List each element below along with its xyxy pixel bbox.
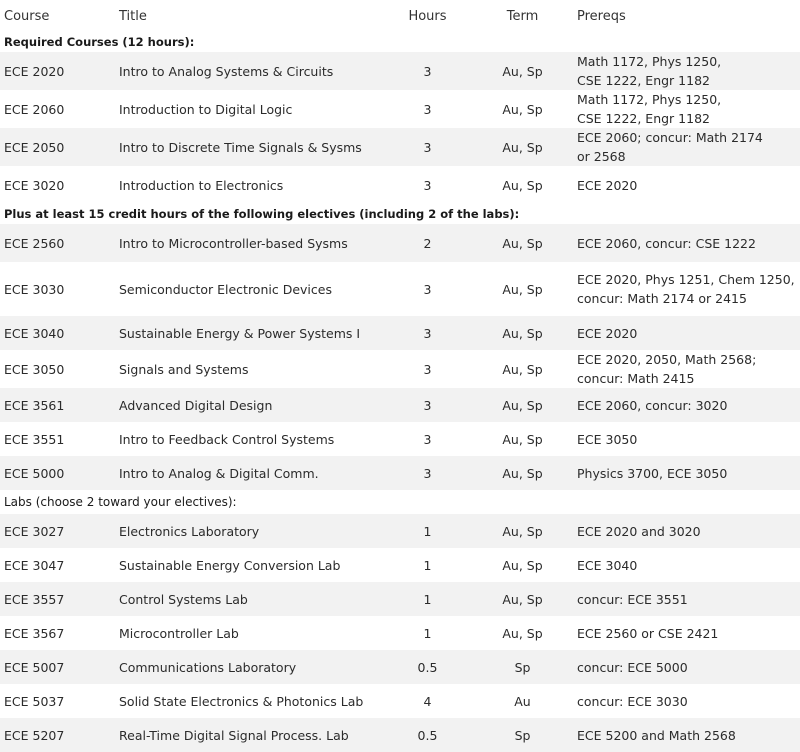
- section-label: Labs (choose 2 toward your electives):: [4, 494, 237, 509]
- table-row: [0, 582, 800, 616]
- cell-hours: 3: [385, 52, 470, 90]
- section-label: Plus at least 15 credit hours of the following electives (including 2 of the labs):: [4, 206, 520, 221]
- cell-title: Semiconductor Electronic Devices: [119, 281, 332, 297]
- cell-title: Sustainable Energy Conversion Lab: [119, 557, 341, 573]
- cell-title: Intro to Analog & Digital Comm.: [115, 456, 385, 490]
- cell-course: ECE 3030: [4, 281, 65, 297]
- prereq-line: ECE 2060; concur: Math 2174: [577, 130, 763, 145]
- prereq-line: Math 1172, Phys 1250,: [577, 54, 722, 69]
- cell-prereqs: [575, 350, 800, 388]
- prereq-line: concur: Math 2174 or 2415: [577, 291, 747, 306]
- prereq-line: ECE 2020, 2050, Math 2568;: [577, 352, 757, 367]
- cell-title: Solid State Electronics & Photonics Lab: [119, 693, 364, 709]
- cell-prereqs: [575, 388, 800, 422]
- cell-hours: 1: [423, 557, 432, 573]
- cell-course: ECE 5000: [0, 456, 115, 490]
- header-row: [0, 0, 800, 32]
- cell-title: Real-Time Digital Signal Process. Lab: [115, 718, 385, 752]
- cell-title: Introduction to Electronics: [119, 177, 284, 193]
- prereq-line: Math 1172, Phys 1250,: [577, 92, 722, 107]
- prereq-line: CSE 1222, Engr 1182: [577, 73, 710, 88]
- cell-title: Control Systems Lab: [115, 582, 385, 616]
- cell-prereqs: [575, 316, 800, 350]
- cell-course: ECE 3557: [0, 582, 115, 616]
- cell-hours: 3: [385, 456, 470, 490]
- cell-hours: 3: [385, 388, 470, 422]
- cell-course: ECE 3040: [0, 316, 115, 350]
- section-header: [0, 32, 800, 52]
- cell-title: Intro to Microcontroller-based Sysms: [115, 224, 385, 262]
- cell-course: ECE 2060: [4, 101, 65, 117]
- cell-term: Au, Sp: [470, 582, 575, 616]
- cell-prereqs: [575, 616, 800, 650]
- cell-term: Au, Sp: [502, 557, 543, 573]
- cell-hours: 3: [423, 281, 432, 297]
- cell-prereqs: [575, 224, 800, 262]
- cell-hours: 3: [385, 128, 470, 166]
- cell-hours: 0.5: [385, 718, 470, 752]
- cell-hours: 0.5: [385, 650, 470, 684]
- cell-prereqs: [575, 166, 800, 204]
- cell-hours: 1: [385, 514, 470, 548]
- cell-term: Au, Sp: [502, 625, 543, 641]
- cell-title: Intro to Discrete Time Signals & Sysms: [115, 128, 385, 166]
- section-header: [0, 204, 800, 224]
- section-label: Required Courses (12 hours):: [4, 34, 195, 49]
- cell-hours: 3: [423, 101, 432, 117]
- prereq-line: ECE 2060, concur: CSE 1222: [577, 235, 756, 251]
- cell-hours: 3: [423, 361, 432, 377]
- cell-term: Au, Sp: [502, 177, 543, 193]
- cell-term: Au, Sp: [470, 388, 575, 422]
- cell-title: Intro to Analog Systems & Circuits: [115, 52, 385, 90]
- cell-course: ECE 3561: [0, 388, 115, 422]
- cell-course: ECE 5037: [4, 693, 65, 709]
- prereq-line: ECE 5200 and Math 2568: [577, 727, 736, 743]
- cell-prereqs: [575, 128, 800, 166]
- prereq-line: concur: ECE 3030: [577, 693, 688, 709]
- cell-prereqs: [575, 90, 800, 128]
- cell-term: Au: [514, 693, 531, 709]
- cell-course: ECE 2050: [0, 128, 115, 166]
- cell-hours: 4: [423, 693, 432, 709]
- cell-hours: 2: [385, 224, 470, 262]
- prereq-line: ECE 2020: [577, 177, 638, 193]
- table-row: [0, 166, 800, 204]
- cell-term: Au, Sp: [470, 128, 575, 166]
- cell-term: Au, Sp: [502, 281, 543, 297]
- cell-term: Au, Sp: [502, 101, 543, 117]
- prereq-line: ECE 2020, Phys 1251, Chem 1250,: [577, 272, 795, 287]
- table-row: [0, 514, 800, 548]
- cell-term: Sp: [470, 650, 575, 684]
- header-title: Title: [119, 8, 147, 24]
- cell-term: Au, Sp: [502, 361, 543, 377]
- header-course: Course: [4, 8, 50, 24]
- cell-term: Au, Sp: [502, 431, 543, 447]
- cell-term: Au, Sp: [470, 514, 575, 548]
- table-row: [0, 90, 800, 128]
- cell-title: Signals and Systems: [119, 361, 249, 377]
- prereq-line: ECE 2020: [577, 325, 638, 341]
- cell-hours: 1: [423, 625, 432, 641]
- header-prereqs: Prereqs: [577, 8, 626, 24]
- cell-prereqs: [575, 52, 800, 90]
- cell-term: Sp: [470, 718, 575, 752]
- header-hours: Hours: [408, 8, 447, 24]
- cell-hours: 3: [385, 316, 470, 350]
- cell-course: ECE 3047: [4, 557, 65, 573]
- cell-title: Electronics Laboratory: [115, 514, 385, 548]
- cell-title: Intro to Feedback Control Systems: [119, 431, 335, 447]
- cell-hours: 3: [423, 431, 432, 447]
- cell-course: ECE 3020: [4, 177, 65, 193]
- table-row: [0, 616, 800, 650]
- cell-term: Au, Sp: [470, 456, 575, 490]
- table-row: [0, 128, 800, 166]
- prereq-line: ECE 2020 and 3020: [577, 523, 701, 539]
- cell-hours: 3: [423, 177, 432, 193]
- table-row: [0, 548, 800, 582]
- cell-course: ECE 2020: [0, 52, 115, 90]
- cell-course: ECE 3551: [4, 431, 65, 447]
- cell-prereqs: [575, 456, 800, 490]
- prereq-line: concur: ECE 5000: [577, 659, 688, 675]
- cell-course: ECE 3027: [0, 514, 115, 548]
- cell-prereqs: [575, 718, 800, 752]
- cell-term: Au, Sp: [470, 52, 575, 90]
- table-row: [0, 224, 800, 262]
- cell-course: ECE 5207: [0, 718, 115, 752]
- table-row: [0, 456, 800, 490]
- prereq-line: ECE 3040: [577, 557, 638, 573]
- cell-title: Advanced Digital Design: [115, 388, 385, 422]
- cell-title: Microcontroller Lab: [119, 625, 239, 641]
- cell-course: ECE 3050: [4, 361, 65, 377]
- cell-term: Au, Sp: [470, 316, 575, 350]
- table-row: [0, 684, 800, 718]
- prereq-line: or 2568: [577, 149, 626, 164]
- cell-prereqs: [575, 650, 800, 684]
- prereq-line: ECE 3050: [577, 431, 638, 447]
- table-row: [0, 388, 800, 422]
- prereq-line: CSE 1222, Engr 1182: [577, 111, 710, 126]
- section-header: [0, 490, 800, 514]
- cell-prereqs: [575, 548, 800, 582]
- cell-course: ECE 2560: [0, 224, 115, 262]
- table-row: [0, 52, 800, 90]
- table-row: [0, 262, 800, 316]
- prereq-line: ECE 2560 or CSE 2421: [577, 625, 719, 641]
- table-row: [0, 350, 800, 388]
- cell-course: ECE 5007: [0, 650, 115, 684]
- cell-hours: 1: [385, 582, 470, 616]
- cell-prereqs: [575, 514, 800, 548]
- cell-prereqs: [575, 422, 800, 456]
- prereq-line: concur: ECE 3551: [577, 591, 688, 607]
- prereq-line: Physics 3700, ECE 3050: [577, 465, 728, 481]
- cell-course: ECE 3567: [4, 625, 65, 641]
- cell-title: Sustainable Energy & Power Systems I: [115, 316, 385, 350]
- cell-prereqs: [575, 582, 800, 616]
- table-row: [0, 316, 800, 350]
- cell-prereqs: [575, 262, 800, 316]
- cell-term: Au, Sp: [470, 224, 575, 262]
- table-row: [0, 718, 800, 752]
- table-row: [0, 650, 800, 684]
- table-row: [0, 422, 800, 456]
- prereq-line: ECE 2060, concur: 3020: [577, 397, 728, 413]
- prereq-line: concur: Math 2415: [577, 371, 695, 386]
- cell-prereqs: [575, 684, 800, 718]
- cell-title: Communications Laboratory: [115, 650, 385, 684]
- cell-title: Introduction to Digital Logic: [119, 101, 293, 117]
- header-term: Term: [506, 8, 539, 24]
